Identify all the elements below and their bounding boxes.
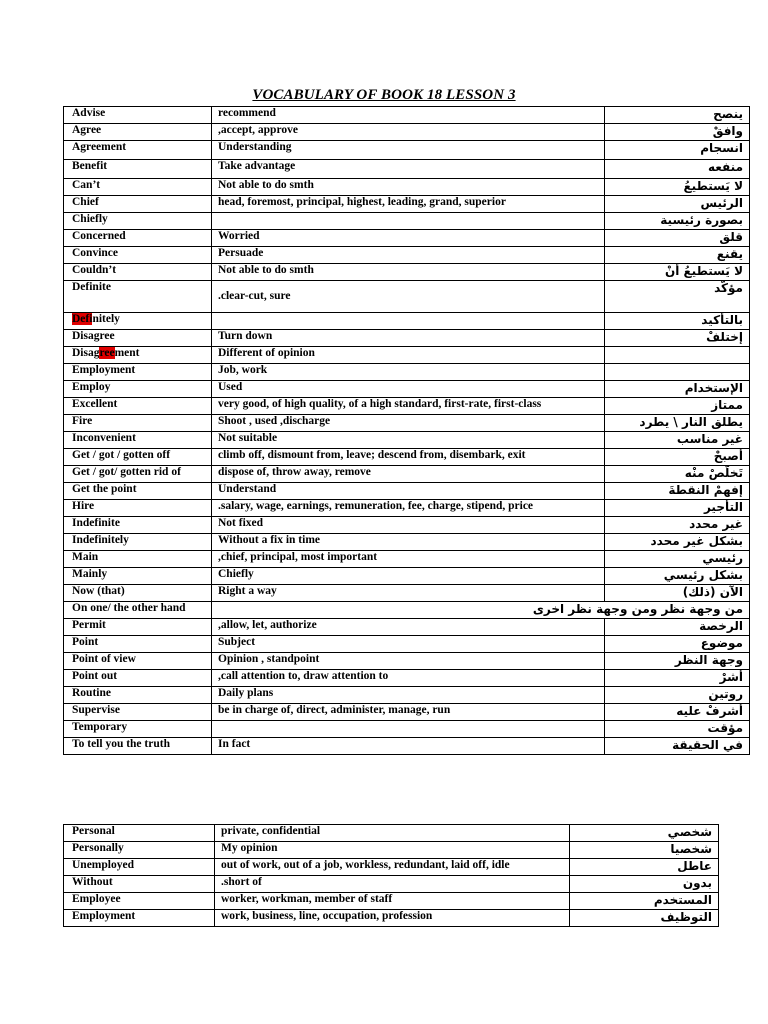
arabic-translation: شخصيا	[570, 842, 719, 859]
extra-vocabulary-table	[63, 824, 719, 927]
arabic-translation: غير مناسب	[605, 432, 750, 449]
english-word: Get the point	[64, 483, 212, 500]
vocab-row	[64, 230, 750, 247]
vocab-row	[64, 517, 750, 534]
arabic-translation: عاطل	[570, 859, 719, 876]
english-word: Excellent	[64, 398, 212, 415]
arabic-translation: الرئيس	[605, 196, 750, 213]
arabic-translation: غير محدد	[605, 517, 750, 534]
vocab-row	[64, 247, 750, 264]
vocab-row	[64, 602, 750, 619]
vocab-row	[64, 196, 750, 213]
extra-vocab-row	[64, 825, 719, 842]
arabic-translation: إختلفْ	[605, 330, 750, 347]
vocabulary-table	[63, 106, 750, 755]
english-synonym: Understand	[212, 483, 605, 500]
english-synonym: ,allow, let, authorize	[212, 619, 605, 636]
english-synonym: In fact	[212, 738, 605, 755]
vocab-row	[64, 160, 750, 179]
vocab-row	[64, 141, 750, 160]
english-synonym: .salary, wage, earnings, remuneration, fee, charge, stipend, price	[212, 500, 605, 517]
arabic-translation: رئيسي	[605, 551, 750, 568]
english-word: Indefinitely	[64, 534, 212, 551]
arabic-translation: أصبحْ	[605, 449, 750, 466]
arabic-translation: بشكل غير محدد	[605, 534, 750, 551]
english-word: Agree	[64, 124, 212, 141]
english-word: Fire	[64, 415, 212, 432]
english-synonym	[212, 213, 605, 230]
english-synonym: Understanding	[212, 141, 605, 160]
vocab-row	[64, 107, 750, 124]
arabic-translation: الآن (ذلك)	[605, 585, 750, 602]
english-word: Get / got / gotten off	[64, 449, 212, 466]
english-word: Main	[64, 551, 212, 568]
arabic-translation: بشكل رئيسي	[605, 568, 750, 585]
vocab-row	[64, 534, 750, 551]
arabic-translation: المستخدم	[570, 893, 719, 910]
english-synonym: .short of	[215, 876, 570, 893]
english-word: Benefit	[64, 160, 212, 179]
english-synonym: ,accept, approve	[212, 124, 605, 141]
word-part: nitely	[92, 313, 120, 325]
english-synonym: work, business, line, occupation, profession	[215, 910, 570, 927]
english-synonym: Not suitable	[212, 432, 605, 449]
english-word: Now (that)	[64, 585, 212, 602]
english-word: Permit	[64, 619, 212, 636]
english-synonym: head, foremost, principal, highest, leading, grand, superior	[212, 196, 605, 213]
english-word	[64, 347, 212, 364]
english-synonym: Subject	[212, 636, 605, 653]
english-word: Chiefly	[64, 213, 212, 230]
arabic-translation: ينصح	[605, 107, 750, 124]
english-word: Routine	[64, 687, 212, 704]
english-synonym: Shoot , used ,discharge	[212, 415, 605, 432]
arabic-translation: بدون	[570, 876, 719, 893]
vocab-row	[64, 704, 750, 721]
arabic-translation: بالتأكيد	[605, 313, 750, 330]
arabic-translation: الرخصة	[605, 619, 750, 636]
english-word: On one/ the other hand	[64, 602, 212, 619]
arabic-translation: شخصي	[570, 825, 719, 842]
english-synonym: Turn down	[212, 330, 605, 347]
english-word: Convince	[64, 247, 212, 264]
vocab-row	[64, 636, 750, 653]
english-word: Hire	[64, 500, 212, 517]
vocab-row	[64, 398, 750, 415]
english-synonym: Worried	[212, 230, 605, 247]
english-synonym: Daily plans	[212, 687, 605, 704]
extra-vocab-row	[64, 859, 719, 876]
vocab-row	[64, 619, 750, 636]
vocab-row	[64, 585, 750, 602]
english-synonym: ,call attention to, draw attention to	[212, 670, 605, 687]
english-word: To tell you the truth	[64, 738, 212, 755]
vocab-row	[64, 738, 750, 755]
synonym-text: .clear-cut, sure	[218, 290, 291, 302]
arabic-translation: لا يَستطيعُ أنْ	[605, 264, 750, 281]
vocab-row	[64, 124, 750, 141]
vocab-row	[64, 213, 750, 230]
english-synonym: worker, workman, member of staff	[215, 893, 570, 910]
vocabulary-table-body	[64, 107, 750, 755]
arabic-translation: أشرفْ عليه	[605, 704, 750, 721]
arabic-translation: التأجير	[605, 500, 750, 517]
english-synonym: be in charge of, direct, administer, manage, run	[212, 704, 605, 721]
arabic-translation: أشرْ	[605, 670, 750, 687]
arabic-translation	[605, 347, 750, 364]
english-word: Personal	[64, 825, 215, 842]
english-synonym: dispose of, throw away, remove	[212, 466, 605, 483]
document-title: VOCABULARY OF BOOK 18 LESSON 3	[252, 87, 516, 103]
extra-vocab-row	[64, 876, 719, 893]
english-synonym: private, confidential	[215, 825, 570, 842]
arabic-translation: ممتاز	[605, 398, 750, 415]
arabic-translation: بصورة رئيسية	[605, 213, 750, 230]
word-part: ment	[114, 347, 140, 359]
vocab-row	[64, 381, 750, 398]
arabic-translation: تَخلّصْ منْه	[605, 466, 750, 483]
vocab-row	[64, 483, 750, 500]
arabic-translation: وافقْ	[605, 124, 750, 141]
vocab-row	[64, 670, 750, 687]
arabic-translation: الإستخدام	[605, 381, 750, 398]
english-synonym: ,chief, principal, most important	[212, 551, 605, 568]
arabic-translation: قلق	[605, 230, 750, 247]
english-synonym: Not fixed	[212, 517, 605, 534]
vocab-row	[64, 347, 750, 364]
vocab-row	[64, 551, 750, 568]
extra-vocabulary-table-body	[64, 825, 719, 927]
english-word: Employment	[64, 364, 212, 381]
english-synonym: Different of opinion	[212, 347, 605, 364]
english-synonym: out of work, out of a job, workless, redundant, laid off, idle	[215, 859, 570, 876]
arabic-translation: في الحقيقة	[605, 738, 750, 755]
english-word: Without	[64, 876, 215, 893]
english-synonym	[212, 281, 605, 313]
english-synonym: very good, of high quality, of a high standard, first-rate, first-class	[212, 398, 605, 415]
arabic-translation: وجهة النظر	[605, 653, 750, 670]
arabic-translation: التوظيف	[570, 910, 719, 927]
english-word: Definite	[64, 281, 212, 313]
vocab-row	[64, 264, 750, 281]
english-synonym: Used	[212, 381, 605, 398]
english-synonym: Right a way	[212, 585, 605, 602]
english-word: Point	[64, 636, 212, 653]
english-word: Advise	[64, 107, 212, 124]
english-word: Agreement	[64, 141, 212, 160]
vocab-row	[64, 313, 750, 330]
arabic-translation: إفهمْ النقطةَ	[605, 483, 750, 500]
arabic-translation: موضوع	[605, 636, 750, 653]
arabic-translation	[605, 364, 750, 381]
english-word: Point of view	[64, 653, 212, 670]
english-word: Indefinite	[64, 517, 212, 534]
vocab-row	[64, 281, 750, 313]
vocab-row	[64, 466, 750, 483]
english-word: Personally	[64, 842, 215, 859]
english-synonym: recommend	[212, 107, 605, 124]
english-word: Unemployed	[64, 859, 215, 876]
vocab-row	[64, 179, 750, 196]
vocab-row	[64, 449, 750, 466]
english-synonym: Not able to do smth	[212, 264, 605, 281]
english-word: Mainly	[64, 568, 212, 585]
english-word: Get / got/ gotten rid of	[64, 466, 212, 483]
arabic-translation: لا يَستطيعُ	[605, 179, 750, 196]
english-word: Inconvenient	[64, 432, 212, 449]
extra-vocab-row	[64, 910, 719, 927]
english-synonym: Persuade	[212, 247, 605, 264]
word-part: Disag	[72, 347, 100, 359]
english-word: Employee	[64, 893, 215, 910]
english-synonym	[212, 721, 605, 738]
english-synonym: Without a fix in time	[212, 534, 605, 551]
english-word: Temporary	[64, 721, 212, 738]
vocab-row	[64, 721, 750, 738]
english-synonym: Chiefly	[212, 568, 605, 585]
arabic-translation: يقنع	[605, 247, 750, 264]
english-synonym: Take advantage	[212, 160, 605, 179]
vocab-row	[64, 330, 750, 347]
arabic-translation: مؤكّد	[605, 281, 750, 313]
english-word: Point out	[64, 670, 212, 687]
vocab-row	[64, 364, 750, 381]
vocab-row	[64, 415, 750, 432]
highlighted-text: ree	[99, 347, 115, 359]
english-word: Supervise	[64, 704, 212, 721]
english-word: Concerned	[64, 230, 212, 247]
highlighted-text: Defi	[72, 313, 93, 325]
vocab-row	[64, 653, 750, 670]
extra-vocab-row	[64, 893, 719, 910]
english-word	[64, 313, 212, 330]
arabic-translation: يطلق النار \ يطرد	[605, 415, 750, 432]
arabic-translation: انسجام	[605, 141, 750, 160]
english-word: Chief	[64, 196, 212, 213]
arabic-translation: منفعه	[605, 160, 750, 179]
english-word: Disagree	[64, 330, 212, 347]
english-synonym: Job, work	[212, 364, 605, 381]
arabic-translation: من وجهة نظر ومن وجهة نظر اخرى	[212, 602, 750, 619]
english-word: Couldn’t	[64, 264, 212, 281]
english-synonym: Not able to do smth	[212, 179, 605, 196]
vocab-row	[64, 432, 750, 449]
english-word: Employ	[64, 381, 212, 398]
english-word: Can’t	[64, 179, 212, 196]
arabic-translation: روتين	[605, 687, 750, 704]
vocab-row	[64, 687, 750, 704]
english-synonym	[212, 313, 605, 330]
english-word: Employment	[64, 910, 215, 927]
english-synonym: Opinion , standpoint	[212, 653, 605, 670]
english-synonym: climb off, dismount from, leave; descend from, disembark, exit	[212, 449, 605, 466]
english-synonym: My opinion	[215, 842, 570, 859]
vocab-row	[64, 500, 750, 517]
arabic-translation: مؤقت	[605, 721, 750, 738]
vocab-row	[64, 568, 750, 585]
extra-vocab-row	[64, 842, 719, 859]
